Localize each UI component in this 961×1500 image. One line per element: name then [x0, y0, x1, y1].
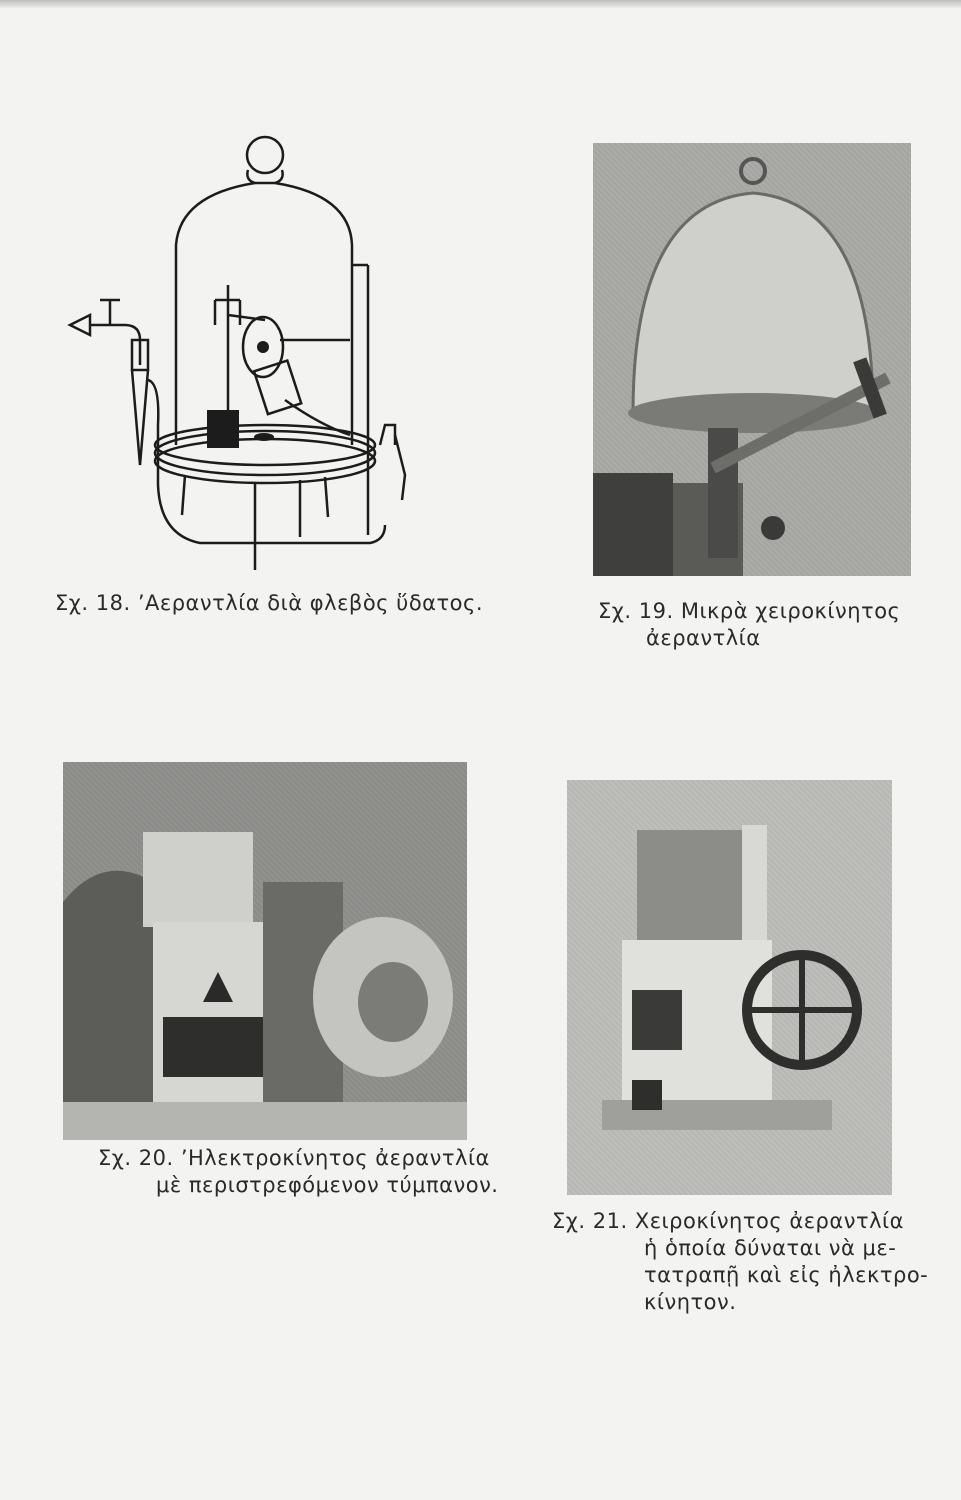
figure-20-photo — [63, 762, 467, 1140]
figure-20-caption — [98, 1145, 498, 1199]
figure-21-caption — [552, 1208, 928, 1316]
caption-line: κίνητον. — [644, 1290, 737, 1314]
figure-21-photo — [567, 780, 892, 1195]
electric-pump-image — [63, 762, 467, 1140]
figure-19-photo — [593, 143, 911, 576]
caption-line: μὲ περιστρεφόμενον τύμπανον. — [156, 1173, 499, 1197]
hand-pump-bell-jar-image — [593, 143, 911, 576]
caption-line: Σχ. 21. Χειροκίνητος ἀεραντλία — [552, 1209, 904, 1233]
page-top-edge — [0, 0, 961, 8]
figure-18 — [50, 125, 430, 575]
figure-18-caption — [55, 590, 483, 617]
caption-line: τατραπῇ καὶ εἰς ἠλεκτρο- — [644, 1263, 929, 1287]
figure-19-caption — [598, 598, 900, 652]
caption-line: ἀεραντλία — [646, 626, 761, 650]
caption-line: Σχ. 20. ’Ηλεκτροκίνητος ἀεραντλία — [98, 1146, 490, 1170]
water-jet-pump-drawing — [50, 125, 430, 575]
caption-line: Σχ. 18. ’Αεραντλία διὰ φλεβὸς ὕδατος. — [55, 591, 483, 615]
hand-to-electric-pump-image — [567, 780, 892, 1195]
caption-line: ἡ ὁποία δύναται νὰ με- — [644, 1236, 897, 1260]
caption-line: Σχ. 19. Μικρὰ χειροκίνητος — [598, 599, 901, 623]
